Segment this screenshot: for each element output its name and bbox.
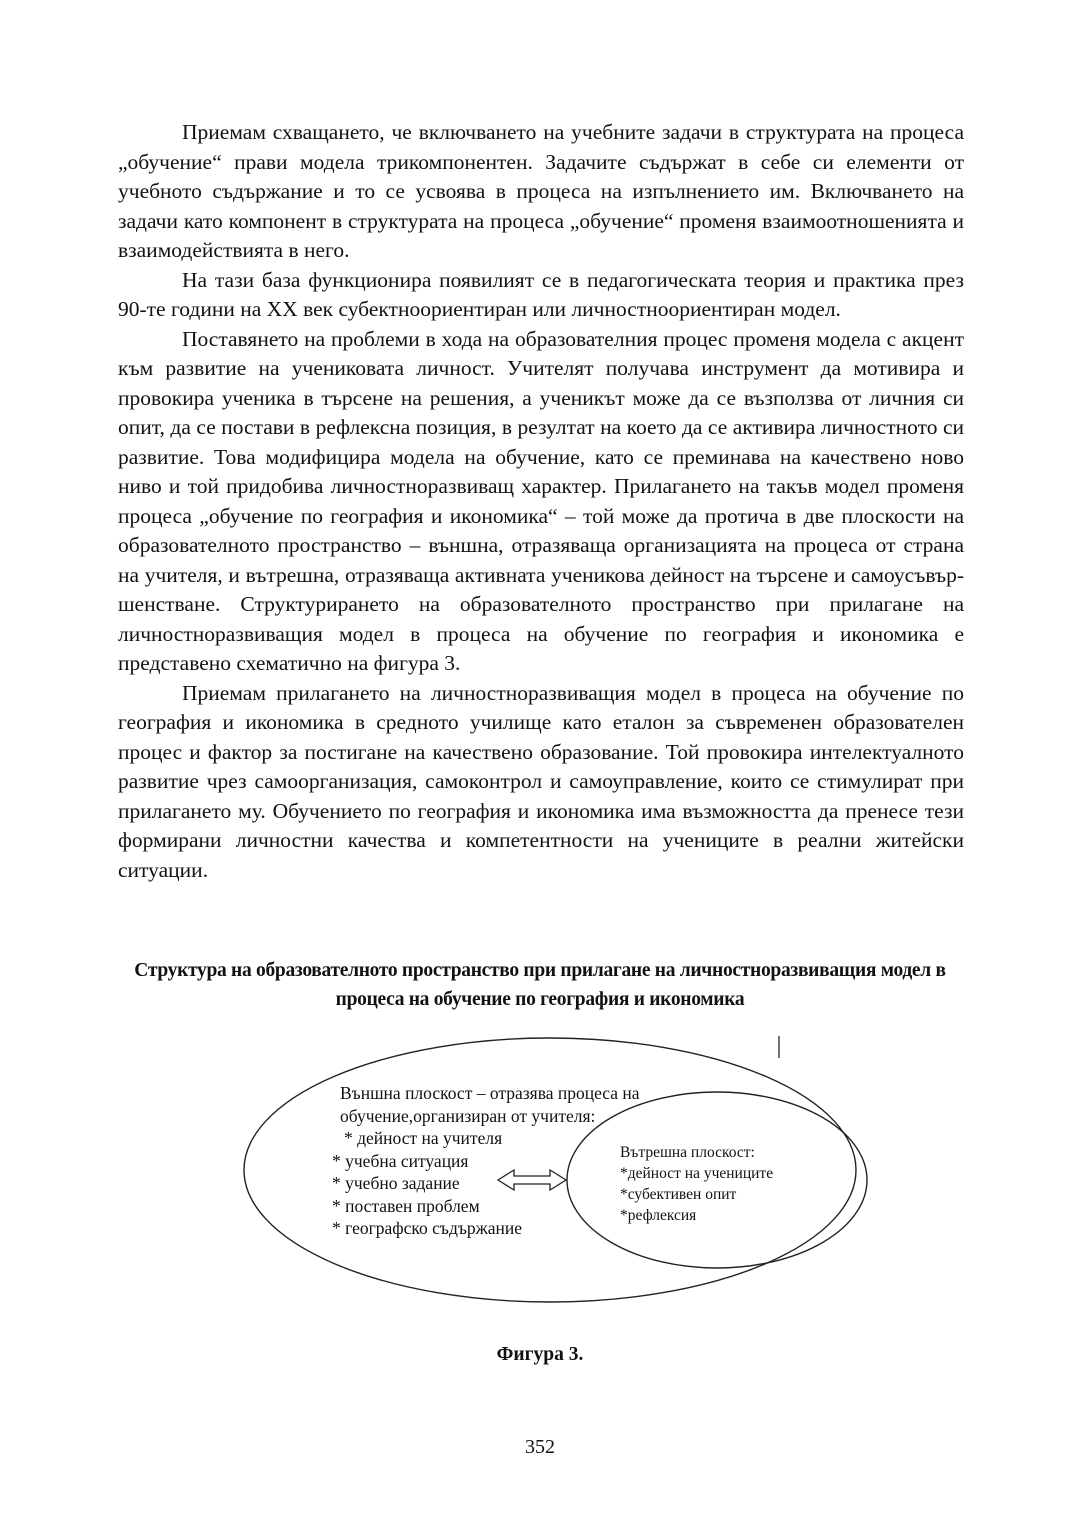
figure-label: Фигура 3.	[496, 1344, 584, 1365]
inner-item: *дейност на учениците	[620, 1165, 774, 1182]
outer-plane-line-2: обучение,организиран от учителя:	[340, 1105, 596, 1126]
paragraph-2: На тази база функционира появилият се в педагогическата теория и практика през 90-те години на XX век субектноориентиран или личностноориентиран модел.	[118, 267, 964, 321]
inner-item: *субективен опит	[620, 1186, 737, 1203]
figure-diagram	[230, 1030, 870, 1320]
body-text	[118, 118, 964, 885]
outer-item: * учебна ситуация	[332, 1150, 469, 1171]
inner-item: *рефлексия	[620, 1207, 697, 1224]
inner-plane-text	[620, 1142, 773, 1226]
outer-plane-line-1: Външна плоскост – отразява процеса на	[340, 1083, 640, 1103]
outer-item: * дейност на учителя	[344, 1128, 503, 1148]
outer-plane-text	[332, 1082, 640, 1240]
outer-item: * учебно задание	[332, 1173, 460, 1193]
figure-title: Структура на образователното пространство при прилагане на личностноразвиващия модел в процеса на обучение по география и икономика	[134, 960, 946, 1010]
inner-plane-heading: Вътрешна плоскост:	[620, 1144, 755, 1161]
page-number: 352	[525, 1436, 555, 1458]
paragraph-1: Приемам схващането, че включването на учебните задачи в структурата на процеса „обучение“ прави модела трикомпонентен. Задачите съдържат в себе си елементи от учебното съдържание и то се усвоява в процеса на изпълнението им. Включването на задачи като компонент в структурата на процеса „обучение“ променя взаимоотношенията и взаимодействията в него.	[118, 120, 964, 262]
paragraph-3: Поставянето на проблеми в хода на образователния процес променя модела с акцент към развитие на учениковата личност. Учителят получава инструмент да мотивира и провокира ученика в търсене на решения, а ученикът може да се възползва от личния си опит, да се постави в рефлексна позиция, в резултат на което да се активира личностното си развитие. Това модифицира модела на обучение, като се преминава на качествено ново ниво и той придобива личностноразвиващ характер. Прилагането на такъв модел променя процеса „обучение по география и икономика“ – той може да протича в две плоскости на образователното пространство – външна, отразяваща организацията на процеса от страна на учителя, и вътрешна, отразяваща активната ученикова дейност на търсене и самоусъвършенстване. Структурирането на образователното пространство при прилагане на личностноразвиващия модел в процеса на обучение по география и икономика е представено схематично на фигура 3.	[118, 326, 964, 675]
outer-item: * поставен проблем	[332, 1195, 480, 1216]
outer-item: * географско съдържание	[332, 1218, 523, 1238]
paragraph-4: Приемам прилагането на личностноразвиващия модел в процеса на обучение по география и икономика в средното училище като еталон за съвременен образователен процес и фактор за постигане на качествено образование. Той провокира интелектуалното развитие чрез самоорганизация, самоконтрол и самоуправление, които се стимулират при прилагането му. Обучението по география и икономика има възможността да пренесе тези формирани личностни качества и компетентности на учениците в реални житейски ситуации.	[118, 680, 964, 882]
